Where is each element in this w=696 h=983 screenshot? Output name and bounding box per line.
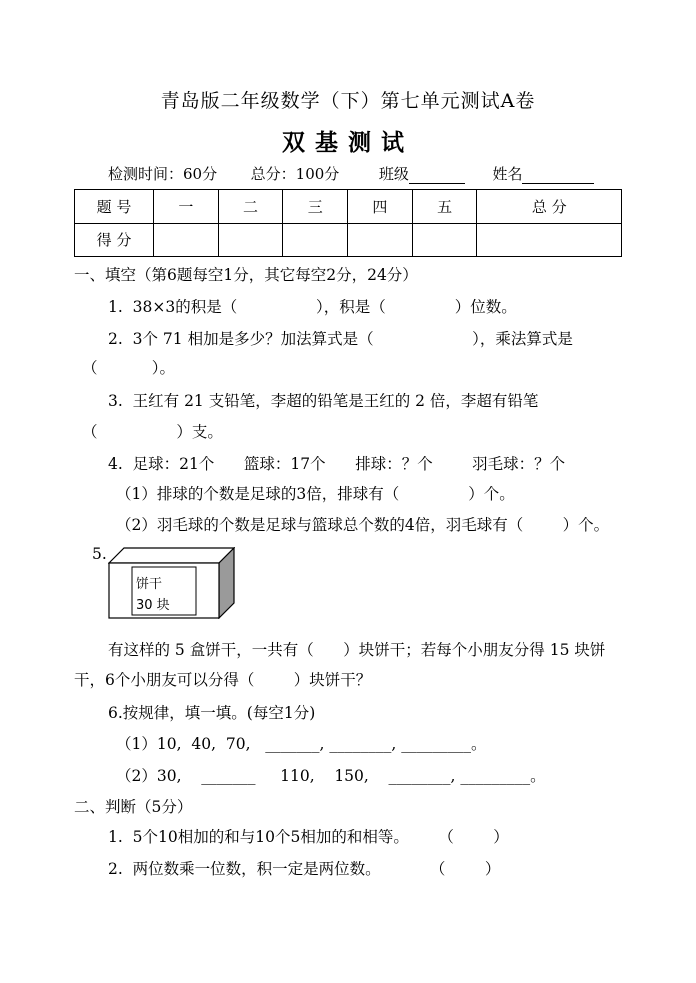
question-2-1: 1. 5个10相加的和与10个5相加的和相等。 （ ） (108, 828, 509, 846)
question-1-4-part2: （2）羽毛球的个数是足球与篮球总个数的4倍，羽毛球有（ ）个。 (116, 516, 610, 534)
score-cell[interactable] (218, 223, 283, 257)
table-header-cell: 五 (412, 190, 477, 224)
question-1-3-line2: （ ）支。 (82, 423, 223, 441)
biscuit-label: 饼干 (136, 577, 163, 592)
table-header-cell: 题 号 (75, 190, 154, 224)
total-score-info: 总分：100分 (250, 165, 340, 183)
biscuit-box-icon (108, 547, 235, 619)
section1-heading: 一、填空（第6题每空1分，其它每空2分，24分） (74, 266, 418, 284)
class-label: 班级 (378, 165, 409, 183)
exam-meta (108, 163, 594, 184)
table-header-cell: 二 (218, 190, 283, 224)
name-blank[interactable] (522, 167, 594, 184)
question-2-2: 2. 两位数乘一位数，积一定是两位数。 （ ） (108, 860, 501, 878)
question-1-4: 4. 足球：21个 篮球：17个 排球：？个 羽毛球：？个 (108, 455, 566, 473)
table-header-cell: 一 (154, 190, 219, 224)
question-1-5-number: 5. (92, 545, 107, 563)
score-cell[interactable] (154, 223, 219, 257)
document-title: 青岛版二年级数学（下）第七单元测试A卷 (160, 90, 536, 112)
biscuit-count: 30 块 (136, 598, 170, 613)
class-blank[interactable] (409, 167, 465, 184)
table-header-cell: 三 (283, 190, 348, 224)
question-1-2-line1: 2. 3个 71 相加是多少？加法算式是（ ），乘法算式是 (108, 330, 573, 348)
score-cell[interactable] (412, 223, 477, 257)
question-1-6: 6.按规律，填一填。(每空1分) (108, 704, 316, 722)
score-cell[interactable] (348, 223, 413, 257)
time-info: 检测时间：60分 (108, 165, 218, 183)
question-1-6-part2: （2）30, _______ 110, 150, ________, _________。 (116, 767, 546, 785)
question-1-3-line1: 3. 王红有 21 支铅笔，李超的铅笔是王红的 2 倍，李超有铅笔 (108, 392, 539, 410)
name-label: 姓名 (492, 165, 523, 183)
score-row-label: 得 分 (75, 223, 154, 257)
question-1-2-line2: （ ）。 (82, 359, 175, 377)
score-table (74, 189, 622, 257)
score-cell[interactable] (283, 223, 348, 257)
score-table-header-row (75, 190, 622, 224)
section2-heading: 二、判断（5分） (74, 798, 193, 816)
score-cell[interactable] (477, 223, 622, 257)
question-1-5-line2: 干，6个小朋友可以分得（ ）块饼干？ (74, 671, 372, 689)
document-subtitle: 双基测试 (282, 130, 414, 156)
question-1-5-line1: 有这样的 5 盒饼干，一共有（ ）块饼干；若每个小朋友分得 15 块饼 (108, 641, 606, 659)
table-header-cell: 四 (348, 190, 413, 224)
table-header-cell: 总 分 (477, 190, 622, 224)
question-1-6-part1: （1）10, 40, 70, _______, ________, _________。 (116, 735, 487, 753)
question-1-4-part1: （1）排球的个数是足球的3倍，排球有（ ）个。 (116, 485, 515, 503)
score-table-score-row (75, 223, 622, 257)
biscuit-box-figure (108, 547, 235, 619)
question-1-1: 1. 38×3的积是（ ），积是（ ）位数。 (108, 298, 517, 316)
